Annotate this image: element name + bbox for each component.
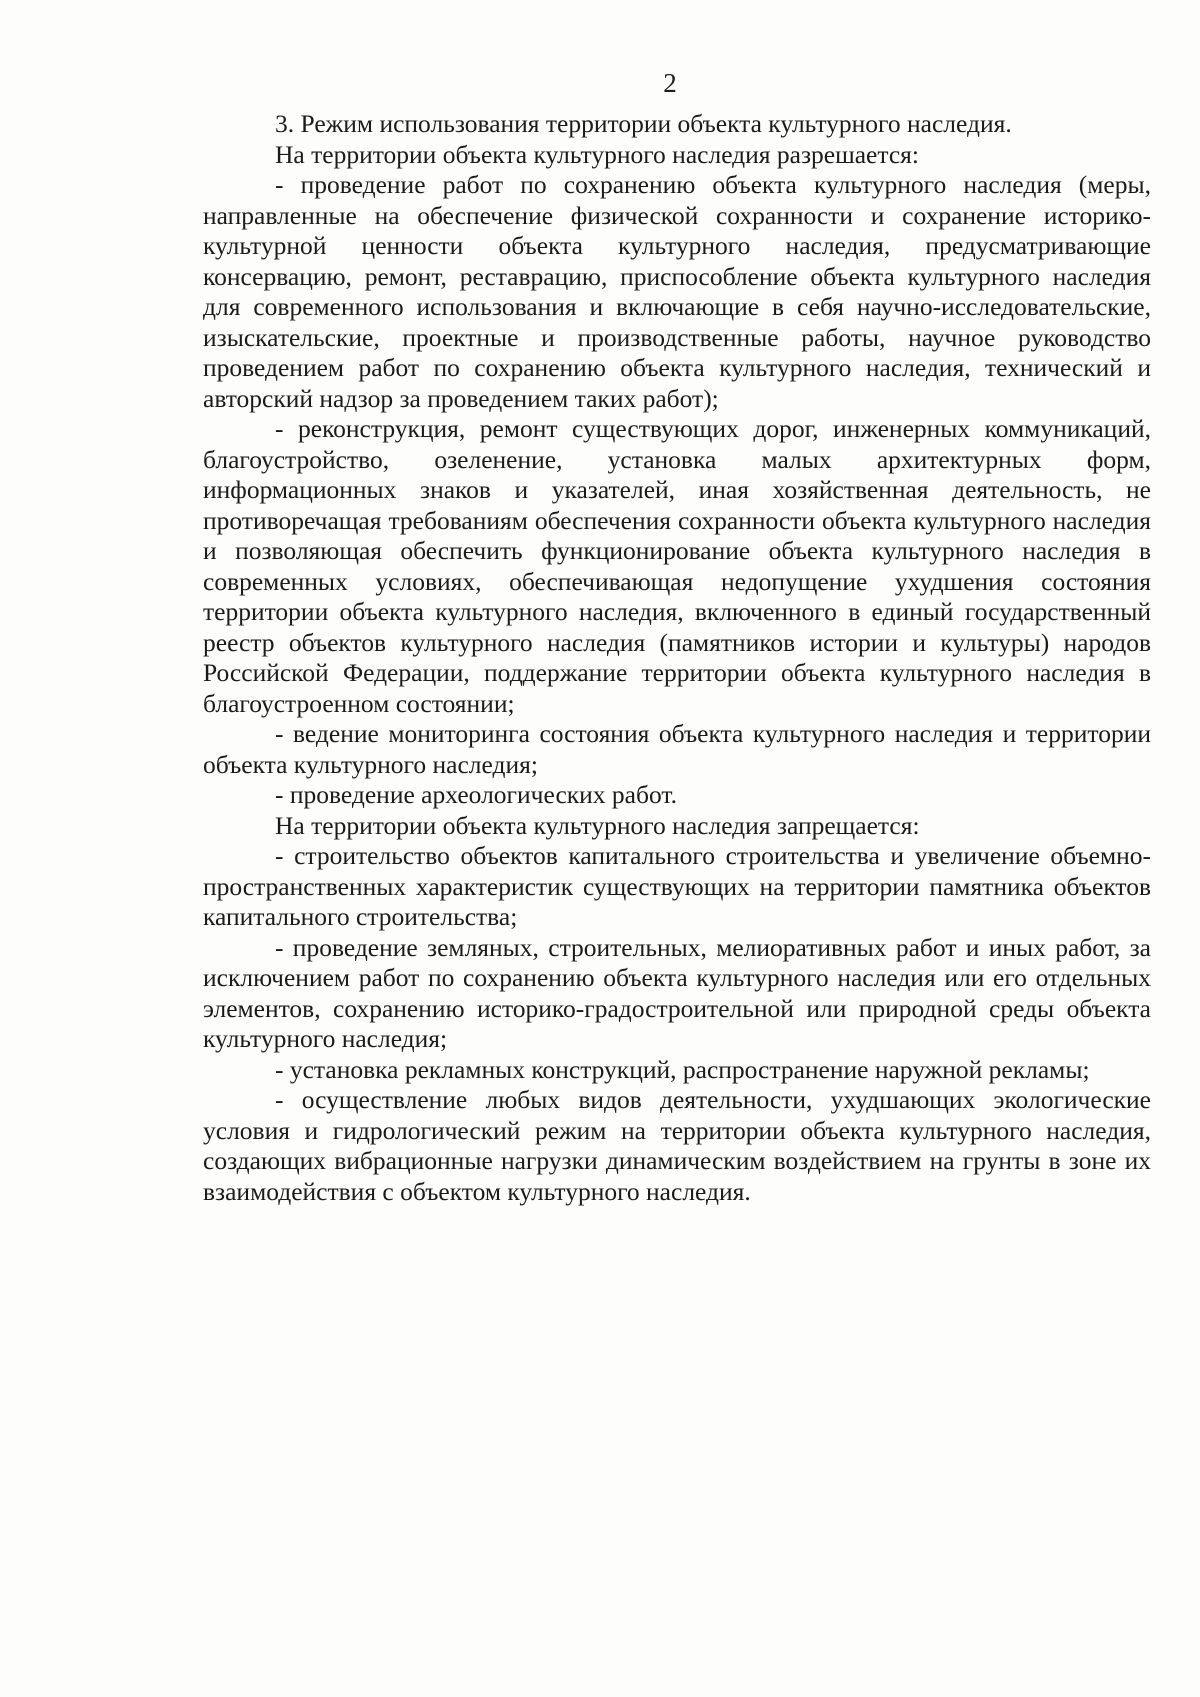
permitted-item-monitoring: - ведение мониторинга состояния объекта культурного наследия и территории объекта культурного наследия; bbox=[203, 719, 1151, 779]
page-number: 2 bbox=[663, 68, 677, 98]
prohibited-item-advertising: - установка рекламных конструкций, распространение наружной рекламы; bbox=[275, 1054, 1090, 1084]
document-body bbox=[203, 109, 1151, 1207]
prohibited-intro: На территории объекта культурного наследия запрещается: bbox=[275, 810, 920, 840]
prohibited-item-earthworks: - проведение земляных, строительных, мелиоративных работ и иных работ, за исключением работ по сохранению объекта культурного наследия или его отдельных элементов, сохранению историко-градостроительной или природной среды объекта культурного наследия; bbox=[203, 932, 1151, 1053]
permitted-item-preservation-works: - проведение работ по сохранению объекта культурного наследия (меры, направленные на обеспечение физической сохранности и сохранение историко-культурной ценности объекта культурного наследия, предусматривающие консервацию, ремонт, реставрацию, приспособление объекта культурного наследия для современного использования и включающие в себя научно-исследовательские, изыскательские, проектные и производственные работы, научное руководство проведением работ по сохранению объекта культурного наследия, технический и авторский надзор за проведением таких работ); bbox=[203, 170, 1151, 413]
permitted-item-reconstruction: - реконструкция, ремонт существующих дорог, инженерных коммуникаций, благоустройство, озеленение, установка малых архитектурных форм, информационных знаков и указателей, иная хозяйственная деятельность, не противоречащая требованиям обеспечения сохранности объекта культурного наследия и позволяющая обеспечить функционирование объекта культурного наследия в современных условиях, обеспечивающая недопущение ухудшения состояния территории объекта культурного наследия, включенного в единый государственный реестр объектов культурного наследия (памятников истории и культуры) народов Российской Федерации, поддержание территории объекта культурного наследия в благоустроенном состоянии; bbox=[203, 414, 1151, 718]
prohibited-item-construction: - строительство объектов капитального строительства и увеличение объемно-пространственных характеристик существующих на территории памятника объектов капитального строительства; bbox=[203, 841, 1151, 931]
prohibited-item-harmful-activities: - осуществление любых видов деятельности, ухудшающих экологические условия и гидрологический режим на территории объекта культурного наследия, создающих вибрационные нагрузки динамическим воздействием на грунты в зоне их взаимодействия с объектом культурного наследия. bbox=[203, 1085, 1151, 1206]
permitted-item-archaeology: - проведение археологических работ. bbox=[275, 780, 677, 809]
permitted-intro: На территории объекта культурного наследия разрешается: bbox=[275, 139, 919, 169]
section-heading: 3. Режим использования территории объекта культурного наследия. bbox=[275, 109, 1012, 138]
